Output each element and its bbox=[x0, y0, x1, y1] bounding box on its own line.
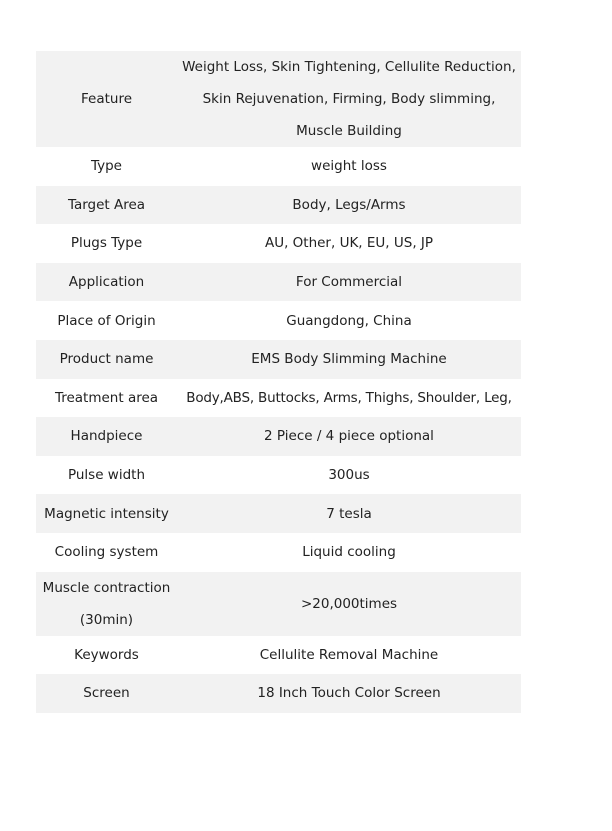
spec-label-screen: Screen bbox=[36, 674, 177, 713]
spec-label-magnetic-intensity: Magnetic intensity bbox=[36, 494, 177, 533]
spec-label-product-name: Product name bbox=[36, 340, 177, 379]
table-row bbox=[36, 494, 521, 533]
spec-label-target-area: Target Area bbox=[36, 186, 177, 225]
table-row bbox=[36, 301, 521, 340]
spec-label-cooling-system: Cooling system bbox=[36, 533, 177, 572]
table-row bbox=[36, 417, 521, 456]
table-row bbox=[36, 379, 521, 418]
spec-label-treatment-area: Treatment area bbox=[36, 379, 177, 418]
table-row bbox=[36, 147, 521, 186]
spec-value-plugs-type: AU, Other, UK, EU, US, JP bbox=[177, 224, 521, 263]
spec-value-target-area: Body, Legs/Arms bbox=[177, 186, 521, 225]
table-row bbox=[36, 572, 521, 636]
spec-value-type: weight loss bbox=[177, 147, 521, 186]
spec-label-type: Type bbox=[36, 147, 177, 186]
table-row bbox=[36, 186, 521, 225]
spec-label-place-of-origin: Place of Origin bbox=[36, 301, 177, 340]
spec-value-feature: Weight Loss, Skin Tightening, Cellulite Reduction, Skin Rejuvenation, Firming, Body slimming, Muscle Building bbox=[177, 51, 521, 147]
spec-value-muscle-contraction: >20,000times bbox=[177, 572, 521, 636]
spec-value-place-of-origin: Guangdong, China bbox=[177, 301, 521, 340]
spec-label-keywords: Keywords bbox=[36, 636, 177, 675]
spec-label-application: Application bbox=[36, 263, 177, 302]
spec-value-treatment-area: Body,ABS, Buttocks, Arms, Thighs, Shoulder, Leg, bbox=[177, 379, 521, 418]
table-row bbox=[36, 533, 521, 572]
table-row bbox=[36, 674, 521, 713]
spec-label-muscle-contraction: Muscle contraction (30min) bbox=[36, 572, 177, 636]
table-row bbox=[36, 224, 521, 263]
spec-label-handpiece: Handpiece bbox=[36, 417, 177, 456]
spec-value-magnetic-intensity: 7 tesla bbox=[177, 494, 521, 533]
table-row bbox=[36, 263, 521, 302]
spec-value-application: For Commercial bbox=[177, 263, 521, 302]
spec-label-plugs-type: Plugs Type bbox=[36, 224, 177, 263]
table-row bbox=[36, 51, 521, 147]
spec-value-product-name: EMS Body Slimming Machine bbox=[177, 340, 521, 379]
spec-value-handpiece: 2 Piece / 4 piece optional bbox=[177, 417, 521, 456]
product-spec-table bbox=[36, 51, 521, 713]
spec-value-screen: 18 Inch Touch Color Screen bbox=[177, 674, 521, 713]
table-row bbox=[36, 456, 521, 495]
spec-value-cooling-system: Liquid cooling bbox=[177, 533, 521, 572]
spec-value-keywords: Cellulite Removal Machine bbox=[177, 636, 521, 675]
spec-value-pulse-width: 300us bbox=[177, 456, 521, 495]
table-row bbox=[36, 636, 521, 675]
spec-label-feature: Feature bbox=[36, 51, 177, 147]
table-row bbox=[36, 340, 521, 379]
spec-label-pulse-width: Pulse width bbox=[36, 456, 177, 495]
